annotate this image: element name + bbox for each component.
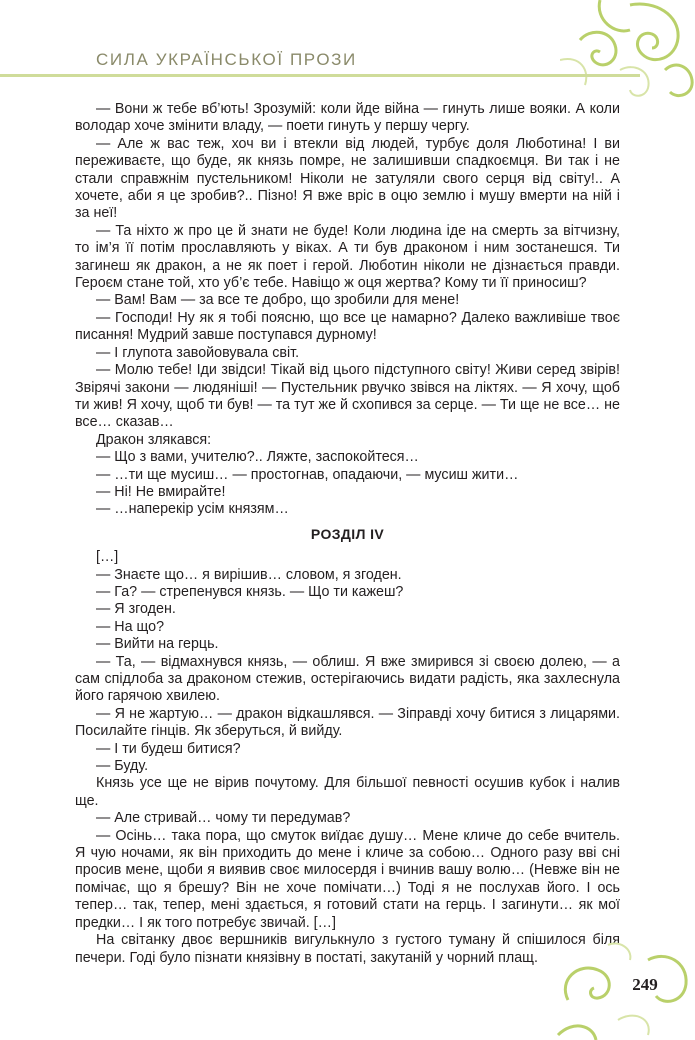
paragraph: — Та, — відмахнувся князь, — облиш. Я вже змирився зі своєю долею, — а сам спідлоба за драконом стежив, остерігаючись видати радість, яка захлеснула його гарячою хвилею. (75, 653, 620, 705)
paragraph: — Що з вами, учителю?.. Ляжте, заспокойтеся… (96, 449, 419, 466)
paragraph: — Буду. (96, 758, 149, 775)
paragraph: — Але стривай… чому ти передумав? (96, 810, 351, 827)
header-divider (0, 74, 640, 77)
main-text (75, 101, 620, 967)
paragraph: […] (96, 549, 119, 566)
paragraph: — Вам! Вам — за все те добро, що зробили для мене! (96, 292, 460, 309)
paragraph: Князь усе ще не вірив почутому. Для більшої певності осушив кубок і налив ще. (75, 775, 620, 809)
paragraph: — Та ніхто ж про це й знати не буде! Коли людина іде на смерть за вітчизну, то ім’я її потім прославляють у віках. А ти був драконом і ним зостанешся. Ти загинеш як дракон, а не як поет і герой. Люботин ніколи не дізнається правди. Героєм стане той, хто уб’є тебе. Навіщо ж оця жертва? Кому ти її приносиш? (75, 222, 620, 292)
paragraph: Дракон злякався: (96, 431, 212, 448)
decorative-swirl-top (560, 0, 695, 100)
paragraph: — Га? — стрепенувся князь. — Що ти кажеш? (96, 583, 404, 600)
paragraph: — Осінь… така пора, що смуток виїдає душу… Мене кличе до себе вчитель. Я чую ночами, як він приходить до мене і кличе за собою… Одного разу вві сні просив мене, щоби я виявив своє милосердя і вчинив вашу волю… (Невже він не помічає, що я брешу? Він не хоче помічати…) Тоді я не послухав його. І ось тепер… так, тепер, мені здається, я готовий стати на герць. І загинути… як мої предки… І як того потребує звичай. […] (75, 827, 620, 931)
paragraph: — Вийти на герць. (96, 636, 219, 653)
page-number: 249 (632, 975, 658, 994)
paragraph: — …наперекір усім князям… (96, 501, 289, 518)
paragraph: — Але ж вас теж, хоч ви і втекли від людей, турбує доля Люботина! І ви переживаєте, що буде, як князь помре, не залишивши спадкоємця. Ви так і не стали справжнім пустельником! Ніколи не затуляли свого серця від світу!.. А хочете, аби я це зробив?.. Пізно! Я вже вріс в оцю землю і мушу вмерти на ній і за неї! (75, 135, 620, 222)
paragraph: На світанку двоє вершників вигулькнуло з густого туману й спішилося біля печери. Годі було пізнати князівну в постаті, закутаній у чорний плащ. (75, 932, 620, 966)
paragraph: — …ти ще мусиш… — простогнав, опадаючи, — мусиш жити… (96, 466, 519, 483)
paragraph: — На що? (96, 618, 165, 635)
paragraph: — Вони ж тебе вб’ють! Зрозумій: коли йде війна — гинуть лише вояки. А коли володар хоче змінити владу, — поети гинуть у першу чергу. (75, 101, 620, 135)
paragraph: — Я згоден. (96, 601, 176, 618)
paragraph: — І глупота завойовувала світ. (96, 344, 300, 361)
paragraph: — Господи! Ну як я тобі поясню, що все це намарно? Далеко важливіше твоє писання! Мудрий завше поступався дурному! (75, 309, 620, 344)
decorative-swirl-bottom (548, 940, 695, 1040)
paragraph: — Я не жартую… — дракон відкашлявся. — Зіправді хочу битися з лицарями. Посилайте гінців. Як зберуться, й вийду. (75, 705, 620, 740)
paragraph: — Знаєте що… я вирішив… словом, я згоден. (96, 566, 402, 583)
paragraph: — Молю тебе! Іди звідси! Тікай від цього підступного світу! Живи серед звірів! Звірячі закони — людяніші! — Пустельник рвучко звівся на ліктях. — Я хочу, щоб ти жив! Я хочу, щоб ти був! — та тут же й схопився за серце. — Ти ще не все… не все… сказав… (75, 362, 620, 431)
section-heading: РОЗДІЛ IV (310, 525, 385, 542)
running-header-title: СИЛА УКРАЇНСЬКОЇ ПРОЗИ (96, 50, 357, 69)
paragraph: — Ні! Не вмирайте! (96, 483, 226, 500)
paragraph: — І ти будеш битися? (96, 740, 241, 757)
